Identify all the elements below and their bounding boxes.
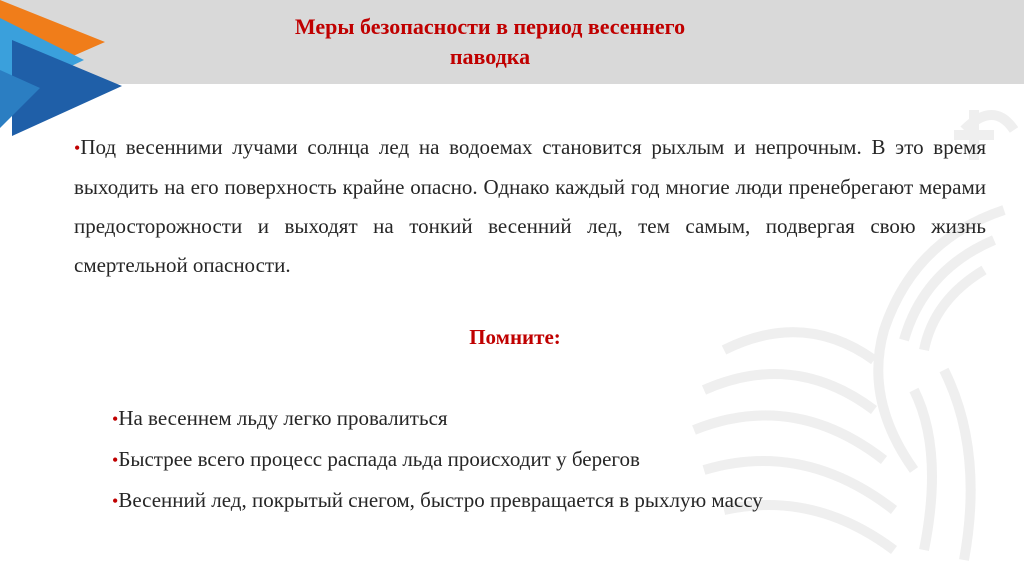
bullet-icon: • xyxy=(112,409,119,429)
remember-heading: Помните: xyxy=(469,325,561,349)
bullet-icon: • xyxy=(112,450,119,470)
intro-text: Под весенними лучами солнца лед на водоемах становится рыхлым и непрочным. В это время выходить на его поверхность крайне опасно. Однако каждый год многие люди пренебрегают мерами предосторожности и выходят на тонкий весенний лед, тем самым, подвергая свою жизнь смертельной опасности. xyxy=(74,135,986,277)
safety-list xyxy=(112,398,992,521)
list-item xyxy=(112,480,992,521)
list-item-text: Быстрее всего процесс распада льда происходит у берегов xyxy=(118,447,640,471)
list-item xyxy=(112,398,992,439)
title-line-2: паводка xyxy=(449,44,531,69)
intro-paragraph xyxy=(74,128,986,285)
emblem-logo-icon xyxy=(0,0,130,140)
list-item xyxy=(112,439,992,480)
title-line-1: Меры безопасности в период весеннего xyxy=(294,14,686,39)
bullet-icon: • xyxy=(74,138,81,158)
list-item-text: Весенний лед, покрытый снегом, быстро превращается в рыхлую массу xyxy=(118,488,763,512)
page-title xyxy=(170,12,810,72)
bullet-icon: • xyxy=(112,491,119,511)
list-item-text: На весеннем льду легко провалиться xyxy=(118,406,448,430)
